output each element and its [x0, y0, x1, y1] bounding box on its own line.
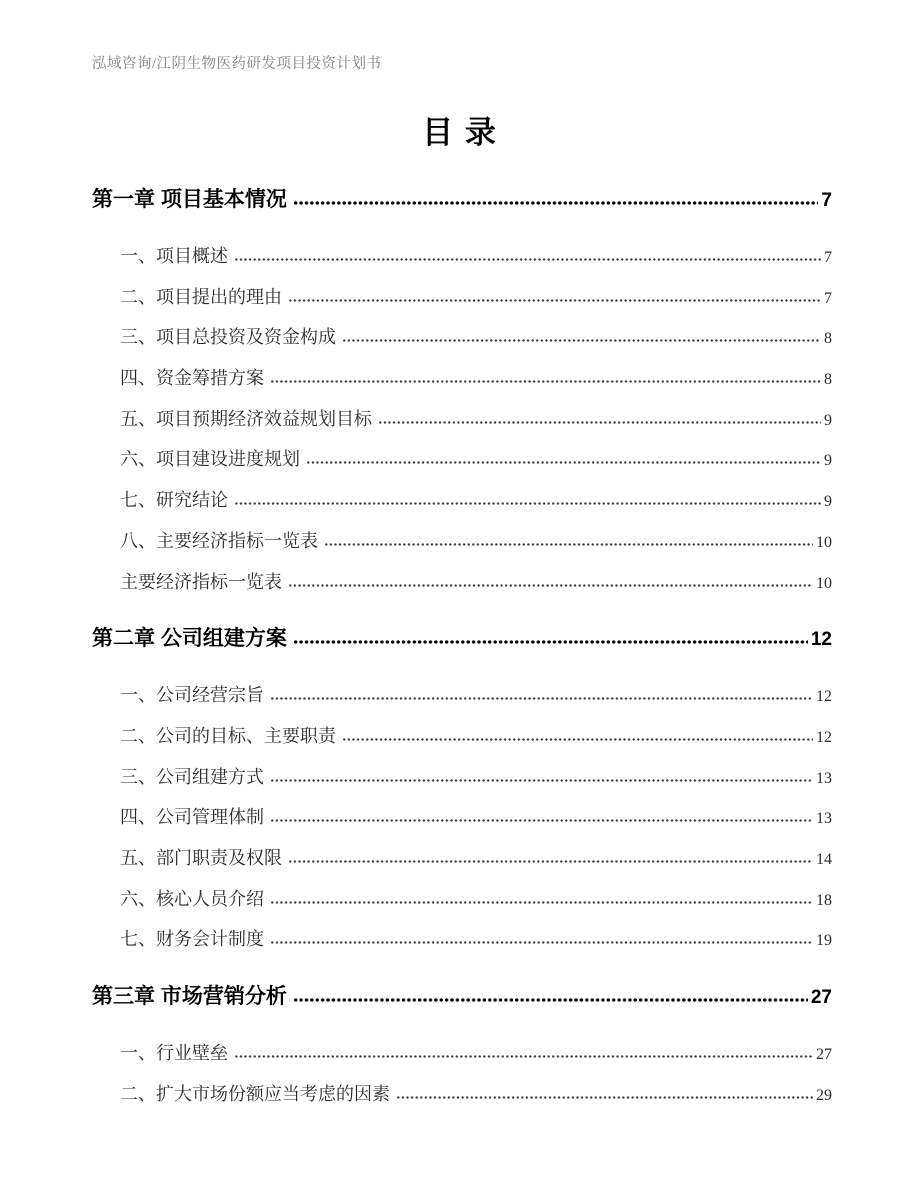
document-header: 泓域咨询/江阴生物医药研发项目投资计划书	[92, 56, 382, 72]
toc-item-title: 项目建设进度规划	[156, 449, 300, 470]
toc-item-title: 行业壁垒	[156, 1043, 228, 1063]
dot-leader	[378, 420, 821, 425]
toc-item-title: 核心人员介绍	[156, 888, 264, 909]
toc-chapter-page-number: 27	[810, 987, 832, 1008]
toc-item-row[interactable]	[120, 236, 832, 277]
toc-item-title: 项目总投资及资金构成	[156, 327, 336, 348]
dot-leader	[306, 460, 821, 465]
toc-item-prefix: 一、	[120, 685, 156, 706]
toc-item-row[interactable]	[120, 480, 832, 521]
toc-item-page-number: 12	[816, 688, 832, 706]
toc-item-title: 主要经济指标一览表	[120, 571, 282, 592]
toc-item-row[interactable]	[120, 317, 832, 358]
toc-item-prefix: 六、	[120, 888, 156, 909]
dot-leader	[293, 200, 819, 206]
toc-item-page-number: 10	[816, 574, 832, 592]
toc-item-prefix: 四、	[120, 807, 156, 828]
toc-item-title: 财务会计制度	[156, 929, 264, 950]
toc-chapter-row[interactable]	[92, 177, 832, 223]
toc-item-row[interactable]	[120, 716, 832, 757]
toc-item-prefix: 四、	[120, 368, 156, 389]
toc-item-title: 项目概述	[156, 246, 228, 266]
toc-item-row[interactable]	[120, 879, 832, 920]
toc-item-prefix: 三、	[120, 766, 156, 787]
toc-item-page-number: 7	[824, 289, 832, 307]
toc-item-title: 公司的目标、主要职责	[156, 725, 336, 746]
toc-item-row[interactable]	[120, 838, 832, 879]
toc-item-prefix: 一、	[120, 246, 156, 266]
toc-item-page-number: 29	[816, 1086, 832, 1104]
toc-item-prefix: 七、	[120, 490, 156, 511]
toc-chapter	[92, 616, 832, 960]
toc-item-page-number: 13	[816, 769, 832, 787]
dot-leader	[342, 338, 821, 343]
toc-item-page-number: 10	[816, 533, 832, 551]
toc-item-prefix: 八、	[120, 530, 156, 551]
toc-item-page-number: 7	[824, 249, 832, 266]
toc-item-title: 研究结论	[156, 490, 228, 511]
toc-item-row[interactable]	[120, 277, 832, 318]
toc-item-prefix: 五、	[120, 408, 156, 429]
toc-item-row[interactable]	[120, 358, 832, 399]
page-title: 目 录	[422, 115, 498, 150]
dot-leader	[324, 542, 813, 547]
toc-item-prefix: 一、	[120, 1043, 156, 1063]
toc-item-page-number: 18	[816, 891, 832, 909]
dot-leader	[270, 940, 813, 945]
dot-leader	[270, 778, 813, 783]
toc-chapter-label: 第三章 市场营销分析	[92, 985, 287, 1008]
toc-item-prefix: 三、	[120, 327, 156, 348]
toc-item-title: 公司组建方式	[156, 766, 264, 787]
toc-item-row[interactable]	[120, 1074, 832, 1115]
toc-item-title: 公司管理体制	[156, 807, 264, 828]
toc-item-prefix: 六、	[120, 449, 156, 470]
toc-item-row[interactable]	[120, 757, 832, 798]
dot-leader	[234, 501, 821, 506]
dot-leader	[288, 298, 821, 303]
toc-item-row[interactable]	[120, 521, 832, 562]
dot-leader	[396, 1095, 813, 1100]
toc-item-row[interactable]	[120, 675, 832, 716]
toc-chapter	[92, 974, 832, 1114]
toc-chapter-items	[92, 675, 832, 960]
toc-chapter-page-number: 7	[821, 190, 832, 211]
toc-item-page-number: 13	[816, 810, 832, 828]
toc-item-title: 部门职责及权限	[156, 847, 282, 868]
toc-item-prefix: 七、	[120, 929, 156, 950]
toc-item-title: 主要经济指标一览表	[156, 530, 318, 551]
toc-item-title: 项目预期经济效益规划目标	[156, 408, 372, 429]
toc-item-row[interactable]	[120, 919, 832, 960]
toc-item-page-number: 12	[816, 728, 832, 746]
dot-leader	[270, 379, 821, 384]
toc-item-page-number: 19	[816, 932, 832, 950]
dot-leader	[270, 818, 813, 823]
table-of-contents	[92, 177, 832, 1114]
toc-item-page-number: 9	[824, 411, 832, 429]
toc-item-page-number: 8	[824, 330, 832, 348]
dot-leader	[270, 696, 813, 701]
toc-chapter	[92, 177, 832, 602]
toc-item-row[interactable]	[120, 439, 832, 480]
dot-leader	[234, 257, 821, 262]
toc-item-page-number: 9	[824, 452, 832, 470]
toc-item-row[interactable]	[120, 797, 832, 838]
toc-item-title: 资金筹措方案	[156, 368, 264, 389]
toc-item-page-number: 14	[816, 850, 832, 868]
toc-item-title: 扩大市场份额应当考虑的因素	[156, 1083, 390, 1104]
toc-item-title: 项目提出的理由	[156, 286, 282, 307]
dot-leader	[270, 900, 813, 905]
toc-item-prefix: 二、	[120, 286, 156, 307]
toc-chapter-row[interactable]	[92, 616, 832, 662]
dot-leader	[342, 737, 813, 742]
toc-item-row[interactable]	[120, 399, 832, 440]
toc-item-prefix: 二、	[120, 725, 156, 746]
toc-chapter-items	[92, 236, 832, 602]
toc-chapter-label: 第二章 公司组建方案	[92, 627, 287, 651]
toc-item-prefix: 二、	[120, 1083, 156, 1104]
dot-leader	[288, 583, 813, 588]
toc-item-page-number: 27	[816, 1046, 832, 1063]
toc-chapter-label: 第一章 项目基本情况	[92, 188, 287, 211]
dot-leader	[293, 639, 808, 645]
toc-item-row[interactable]	[120, 562, 832, 603]
toc-item-prefix: 五、	[120, 847, 156, 868]
toc-item-page-number: 8	[824, 371, 832, 389]
dot-leader	[288, 859, 813, 864]
dot-leader	[293, 997, 808, 1003]
toc-chapter-page-number: 12	[810, 629, 832, 651]
toc-item-title: 公司经营宗旨	[156, 685, 264, 706]
dot-leader	[234, 1054, 813, 1059]
toc-item-page-number: 9	[824, 493, 832, 511]
toc-chapter-row[interactable]	[92, 974, 832, 1020]
toc-chapter-items	[92, 1033, 832, 1114]
toc-item-row[interactable]	[120, 1033, 832, 1074]
